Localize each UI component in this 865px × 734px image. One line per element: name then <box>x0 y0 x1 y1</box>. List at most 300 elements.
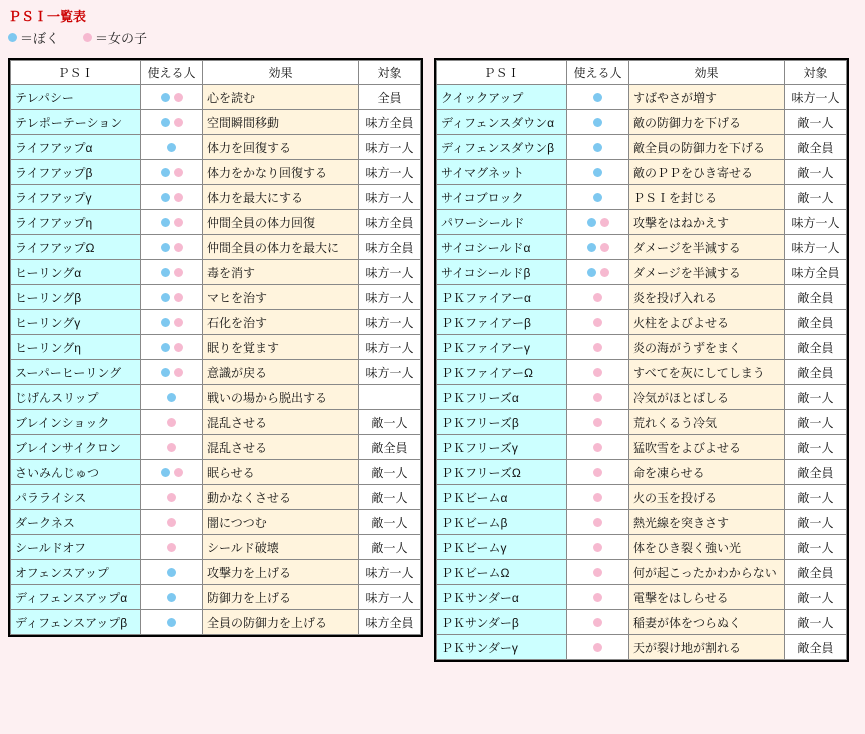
table-row <box>11 410 421 435</box>
cell-user <box>141 210 203 235</box>
blue-dot-icon <box>593 93 602 102</box>
cell-psi-name: ヒーリングα <box>11 260 141 285</box>
cell-user <box>141 460 203 485</box>
table-row <box>11 535 421 560</box>
cell-psi-name: ＰＫファイアーΩ <box>437 360 567 385</box>
pink-dot-icon <box>593 418 602 427</box>
table-row <box>11 385 421 410</box>
cell-effect: 眠らせる <box>203 460 359 485</box>
cell-target <box>359 385 421 410</box>
cell-target: 敵一人 <box>359 510 421 535</box>
pink-dot-icon <box>174 243 183 252</box>
table-row <box>437 260 847 285</box>
cell-target: 味方一人 <box>359 560 421 585</box>
pink-dot-icon <box>600 243 609 252</box>
table-row <box>437 510 847 535</box>
cell-user <box>567 610 629 635</box>
cell-target: 敵一人 <box>785 410 847 435</box>
cell-psi-name: サイマグネット <box>437 160 567 185</box>
cell-target: 敵一人 <box>359 410 421 435</box>
cell-user <box>567 110 629 135</box>
pink-dot-icon <box>174 318 183 327</box>
pink-dot-icon <box>593 593 602 602</box>
cell-effect: 体をひき裂く強い光 <box>629 535 785 560</box>
table-row <box>437 435 847 460</box>
cell-target: 敵一人 <box>785 585 847 610</box>
cell-user <box>141 135 203 160</box>
cell-effect: 何が起こったかわからない <box>629 560 785 585</box>
blue-dot-icon <box>161 343 170 352</box>
cell-user <box>141 385 203 410</box>
cell-psi-name: ライフアップγ <box>11 185 141 210</box>
cell-user <box>141 560 203 585</box>
user-dots <box>571 285 624 309</box>
cell-user <box>141 310 203 335</box>
table-row <box>437 185 847 210</box>
cell-psi-name: ＰＫサンダーγ <box>437 635 567 660</box>
cell-effect: 炎の海がうずをまく <box>629 335 785 360</box>
cell-user <box>141 160 203 185</box>
cell-target: 味方一人 <box>359 160 421 185</box>
cell-target: 敵一人 <box>785 485 847 510</box>
cell-effect: 闇につつむ <box>203 510 359 535</box>
user-dots <box>571 410 624 434</box>
cell-effect: 電撃をはしらせる <box>629 585 785 610</box>
table-row <box>11 335 421 360</box>
table-row <box>437 635 847 660</box>
user-dots <box>145 160 198 184</box>
cell-target: 味方全員 <box>359 210 421 235</box>
cell-effect: 仲間全員の体力回復 <box>203 210 359 235</box>
table-row <box>437 135 847 160</box>
table-row <box>11 210 421 235</box>
column-header-effect: 効果 <box>629 61 785 85</box>
user-dots <box>571 210 624 234</box>
cell-effect: ダメージを半減する <box>629 260 785 285</box>
cell-user <box>141 285 203 310</box>
cell-user <box>567 360 629 385</box>
blue-dot-icon <box>587 218 596 227</box>
user-dots <box>145 110 198 134</box>
table-row <box>11 85 421 110</box>
cell-psi-name: パラライシス <box>11 485 141 510</box>
cell-effect: ＰＳＩを封じる <box>629 185 785 210</box>
cell-user <box>141 235 203 260</box>
user-dots <box>571 335 624 359</box>
cell-target: 敵一人 <box>785 510 847 535</box>
cell-user <box>567 85 629 110</box>
table-row <box>11 485 421 510</box>
table-row <box>437 360 847 385</box>
user-dots <box>571 385 624 409</box>
cell-psi-name: スーパーヒーリング <box>11 360 141 385</box>
pink-dot-icon <box>174 193 183 202</box>
cell-psi-name: ＰＫファイアーβ <box>437 310 567 335</box>
pink-dot-icon <box>83 33 92 42</box>
cell-effect: 荒れくるう冷気 <box>629 410 785 435</box>
user-dots <box>571 635 624 659</box>
psi-table-right <box>434 58 849 662</box>
table-row <box>11 110 421 135</box>
cell-target: 敵全員 <box>785 135 847 160</box>
cell-psi-name: シールドオフ <box>11 535 141 560</box>
user-dots <box>571 110 624 134</box>
cell-effect: 敵の防御力を下げる <box>629 110 785 135</box>
cell-target: 味方一人 <box>785 85 847 110</box>
pink-dot-icon <box>174 368 183 377</box>
cell-effect: 全員の防御力を上げる <box>203 610 359 635</box>
cell-psi-name: ＰＫビームα <box>437 485 567 510</box>
legend-item-boy <box>8 28 59 47</box>
pink-dot-icon <box>593 493 602 502</box>
pink-dot-icon <box>593 293 602 302</box>
user-dots <box>571 585 624 609</box>
cell-user <box>141 510 203 535</box>
cell-target: 敵一人 <box>359 535 421 560</box>
cell-target: 味方一人 <box>359 310 421 335</box>
table-row <box>437 460 847 485</box>
cell-target: 敵全員 <box>785 335 847 360</box>
blue-dot-icon <box>161 268 170 277</box>
cell-effect: 戦いの場から脱出する <box>203 385 359 410</box>
user-dots <box>145 210 198 234</box>
cell-effect: 仲間全員の体力を最大に <box>203 235 359 260</box>
blue-dot-icon <box>167 143 176 152</box>
cell-user <box>567 410 629 435</box>
cell-user <box>567 260 629 285</box>
cell-user <box>567 335 629 360</box>
blue-dot-icon <box>167 393 176 402</box>
user-dots <box>145 85 198 109</box>
pink-dot-icon <box>593 343 602 352</box>
cell-target: 味方一人 <box>359 185 421 210</box>
pink-dot-icon <box>174 268 183 277</box>
table-row <box>437 585 847 610</box>
table-row <box>11 510 421 535</box>
user-dots <box>145 610 198 634</box>
table-row <box>11 235 421 260</box>
cell-psi-name: ヒーリングη <box>11 335 141 360</box>
cell-target: 味方一人 <box>359 335 421 360</box>
cell-effect: 体力をかなり回復する <box>203 160 359 185</box>
blue-dot-icon <box>161 318 170 327</box>
user-dots <box>571 560 624 584</box>
table-row <box>11 285 421 310</box>
cell-psi-name: テレパシー <box>11 85 141 110</box>
legend-label-girl: ＝女の子 <box>95 31 148 46</box>
cell-target: 全員 <box>359 85 421 110</box>
table-row <box>11 135 421 160</box>
cell-target: 敵一人 <box>785 385 847 410</box>
cell-psi-name: テレポーテーション <box>11 110 141 135</box>
cell-target: 敵一人 <box>785 110 847 135</box>
cell-user <box>567 635 629 660</box>
blue-dot-icon <box>161 368 170 377</box>
cell-user <box>141 110 203 135</box>
cell-effect: 熱光線を突きさす <box>629 510 785 535</box>
cell-effect: 命を凍らせる <box>629 460 785 485</box>
legend-item-girl <box>83 28 147 47</box>
pink-dot-icon <box>167 518 176 527</box>
pink-dot-icon <box>600 268 609 277</box>
cell-psi-name: じげんスリップ <box>11 385 141 410</box>
cell-effect: 石化を治す <box>203 310 359 335</box>
blue-dot-icon <box>587 268 596 277</box>
user-dots <box>145 260 198 284</box>
table-row <box>437 560 847 585</box>
cell-psi-name: ヒーリングβ <box>11 285 141 310</box>
table-row <box>11 460 421 485</box>
cell-target: 味方一人 <box>359 135 421 160</box>
cell-target: 敵一人 <box>785 435 847 460</box>
table-row <box>11 560 421 585</box>
cell-user <box>567 310 629 335</box>
cell-psi-name: ディフェンスアップα <box>11 585 141 610</box>
cell-effect: 猛吹雪をよびよせる <box>629 435 785 460</box>
cell-effect: 火の玉を投げる <box>629 485 785 510</box>
cell-psi-name: サイコシールドα <box>437 235 567 260</box>
cell-psi-name: ＰＫフリーズγ <box>437 435 567 460</box>
cell-user <box>567 460 629 485</box>
cell-psi-name: さいみんじゅつ <box>11 460 141 485</box>
user-dots <box>145 460 198 484</box>
blue-dot-icon <box>593 193 602 202</box>
cell-user <box>141 585 203 610</box>
pink-dot-icon <box>593 568 602 577</box>
cell-target: 敵全員 <box>785 635 847 660</box>
cell-user <box>567 510 629 535</box>
cell-effect: 敵全員の防御力を下げる <box>629 135 785 160</box>
blue-dot-icon <box>161 118 170 127</box>
pink-dot-icon <box>174 343 183 352</box>
blue-dot-icon <box>587 243 596 252</box>
user-dots <box>145 360 198 384</box>
pink-dot-icon <box>593 518 602 527</box>
cell-psi-name: ライフアップβ <box>11 160 141 185</box>
cell-target: 敵全員 <box>785 460 847 485</box>
cell-user <box>567 210 629 235</box>
cell-psi-name: ライフアップη <box>11 210 141 235</box>
user-dots <box>145 310 198 334</box>
column-header-user: 使える人 <box>567 61 629 85</box>
user-dots <box>145 535 198 559</box>
cell-psi-name: クイックアップ <box>437 85 567 110</box>
cell-target: 敵全員 <box>785 285 847 310</box>
user-dots <box>571 185 624 209</box>
cell-psi-name: ＰＫフリーズα <box>437 385 567 410</box>
table-row <box>11 585 421 610</box>
cell-effect: 天が裂け地が割れる <box>629 635 785 660</box>
pink-dot-icon <box>174 93 183 102</box>
column-header-effect: 効果 <box>203 61 359 85</box>
column-header-psi: ＰＳＩ <box>437 61 567 85</box>
table-row <box>11 260 421 285</box>
cell-user <box>141 535 203 560</box>
pink-dot-icon <box>167 418 176 427</box>
cell-target: 味方全員 <box>785 260 847 285</box>
cell-effect: 混乱させる <box>203 410 359 435</box>
blue-dot-icon <box>593 118 602 127</box>
column-header-target: 対象 <box>785 61 847 85</box>
column-header-target: 対象 <box>359 61 421 85</box>
table-row <box>437 610 847 635</box>
table-header-row <box>437 61 847 85</box>
cell-user <box>141 85 203 110</box>
cell-effect: 冷気がほとばしる <box>629 385 785 410</box>
cell-user <box>567 160 629 185</box>
cell-effect: 混乱させる <box>203 435 359 460</box>
pink-dot-icon <box>593 443 602 452</box>
blue-dot-icon <box>161 218 170 227</box>
cell-user <box>567 535 629 560</box>
table-row <box>11 185 421 210</box>
cell-target: 味方一人 <box>785 235 847 260</box>
cell-psi-name: ＰＫフリーズΩ <box>437 460 567 485</box>
table-row <box>437 210 847 235</box>
cell-user <box>567 285 629 310</box>
table-header-row <box>11 61 421 85</box>
pink-dot-icon <box>174 218 183 227</box>
table-row <box>437 335 847 360</box>
user-dots <box>145 135 198 159</box>
cell-target: 味方全員 <box>359 235 421 260</box>
cell-user <box>141 410 203 435</box>
user-dots <box>145 585 198 609</box>
cell-user <box>567 135 629 160</box>
cell-user <box>141 485 203 510</box>
table-row <box>11 610 421 635</box>
cell-effect: ダメージを半減する <box>629 235 785 260</box>
cell-effect: シールド破壊 <box>203 535 359 560</box>
blue-dot-icon <box>593 143 602 152</box>
table-row <box>11 310 421 335</box>
blue-dot-icon <box>161 168 170 177</box>
blue-dot-icon <box>8 33 17 42</box>
cell-target: 敵一人 <box>785 535 847 560</box>
cell-psi-name: サイコブロック <box>437 185 567 210</box>
cell-effect: すばやさが増す <box>629 85 785 110</box>
cell-effect: 稲妻が体をつらぬく <box>629 610 785 635</box>
blue-dot-icon <box>593 168 602 177</box>
user-dots <box>571 610 624 634</box>
cell-target: 味方一人 <box>359 585 421 610</box>
blue-dot-icon <box>161 468 170 477</box>
table-row <box>11 435 421 460</box>
cell-user <box>567 235 629 260</box>
table-row <box>437 160 847 185</box>
pink-dot-icon <box>174 168 183 177</box>
cell-psi-name: ＰＫファイアーγ <box>437 335 567 360</box>
user-dots <box>145 185 198 209</box>
cell-user <box>567 485 629 510</box>
blue-dot-icon <box>161 293 170 302</box>
cell-target: 味方全員 <box>359 110 421 135</box>
cell-effect: 空間瞬間移動 <box>203 110 359 135</box>
cell-target: 味方一人 <box>359 285 421 310</box>
user-dots <box>571 435 624 459</box>
cell-effect: 体力を最大にする <box>203 185 359 210</box>
table-row <box>11 360 421 385</box>
pink-dot-icon <box>600 218 609 227</box>
page-title: ＰＳＩ一覧表 <box>8 9 87 24</box>
cell-user <box>141 360 203 385</box>
cell-target: 味方一人 <box>359 360 421 385</box>
pink-dot-icon <box>167 443 176 452</box>
cell-user <box>567 435 629 460</box>
user-dots <box>571 260 624 284</box>
column-header-user: 使える人 <box>141 61 203 85</box>
cell-effect: 動かなくさせる <box>203 485 359 510</box>
user-dots <box>145 235 198 259</box>
cell-user <box>567 185 629 210</box>
cell-psi-name: ＰＫフリーズβ <box>437 410 567 435</box>
pink-dot-icon <box>174 118 183 127</box>
pink-dot-icon <box>167 493 176 502</box>
table-row <box>437 285 847 310</box>
blue-dot-icon <box>167 618 176 627</box>
pink-dot-icon <box>593 543 602 552</box>
cell-target: 味方全員 <box>359 610 421 635</box>
table-row <box>437 110 847 135</box>
cell-psi-name: サイコシールドβ <box>437 260 567 285</box>
cell-psi-name: ブレインサイクロン <box>11 435 141 460</box>
user-dots <box>571 160 624 184</box>
user-dots <box>145 285 198 309</box>
cell-target: 敵一人 <box>359 485 421 510</box>
cell-effect: 体力を回復する <box>203 135 359 160</box>
cell-psi-name: ディフェンスダウンα <box>437 110 567 135</box>
cell-psi-name: ライフアップα <box>11 135 141 160</box>
cell-target: 敵一人 <box>785 185 847 210</box>
cell-psi-name: ＰＫサンダーβ <box>437 610 567 635</box>
cell-effect: 炎を投げ入れる <box>629 285 785 310</box>
cell-target: 敵一人 <box>785 610 847 635</box>
cell-effect: 毒を消す <box>203 260 359 285</box>
user-dots <box>571 360 624 384</box>
cell-target: 敵全員 <box>785 360 847 385</box>
table-row <box>11 160 421 185</box>
cell-psi-name: ヒーリングγ <box>11 310 141 335</box>
cell-target: 味方一人 <box>359 260 421 285</box>
cell-target: 味方一人 <box>785 210 847 235</box>
user-dots <box>571 310 624 334</box>
cell-psi-name: ディフェンスダウンβ <box>437 135 567 160</box>
cell-psi-name: オフェンスアップ <box>11 560 141 585</box>
cell-effect: 攻撃力を上げる <box>203 560 359 585</box>
pink-dot-icon <box>593 393 602 402</box>
cell-psi-name: ライフアップΩ <box>11 235 141 260</box>
user-dots <box>571 85 624 109</box>
pink-dot-icon <box>593 468 602 477</box>
cell-psi-name: ＰＫファイアーα <box>437 285 567 310</box>
user-dots <box>145 410 198 434</box>
blue-dot-icon <box>161 93 170 102</box>
cell-target: 敵全員 <box>785 560 847 585</box>
table-row <box>437 85 847 110</box>
cell-psi-name: パワーシールド <box>437 210 567 235</box>
cell-effect: 敵のＰＰをひき寄せる <box>629 160 785 185</box>
pink-dot-icon <box>167 543 176 552</box>
cell-user <box>141 610 203 635</box>
cell-effect: 眠りを覚ます <box>203 335 359 360</box>
pink-dot-icon <box>174 293 183 302</box>
table-row <box>437 535 847 560</box>
cell-effect: 攻撃をはねかえす <box>629 210 785 235</box>
cell-effect: マヒを治す <box>203 285 359 310</box>
user-dots <box>145 335 198 359</box>
table-row <box>437 235 847 260</box>
cell-target: 敵全員 <box>785 310 847 335</box>
